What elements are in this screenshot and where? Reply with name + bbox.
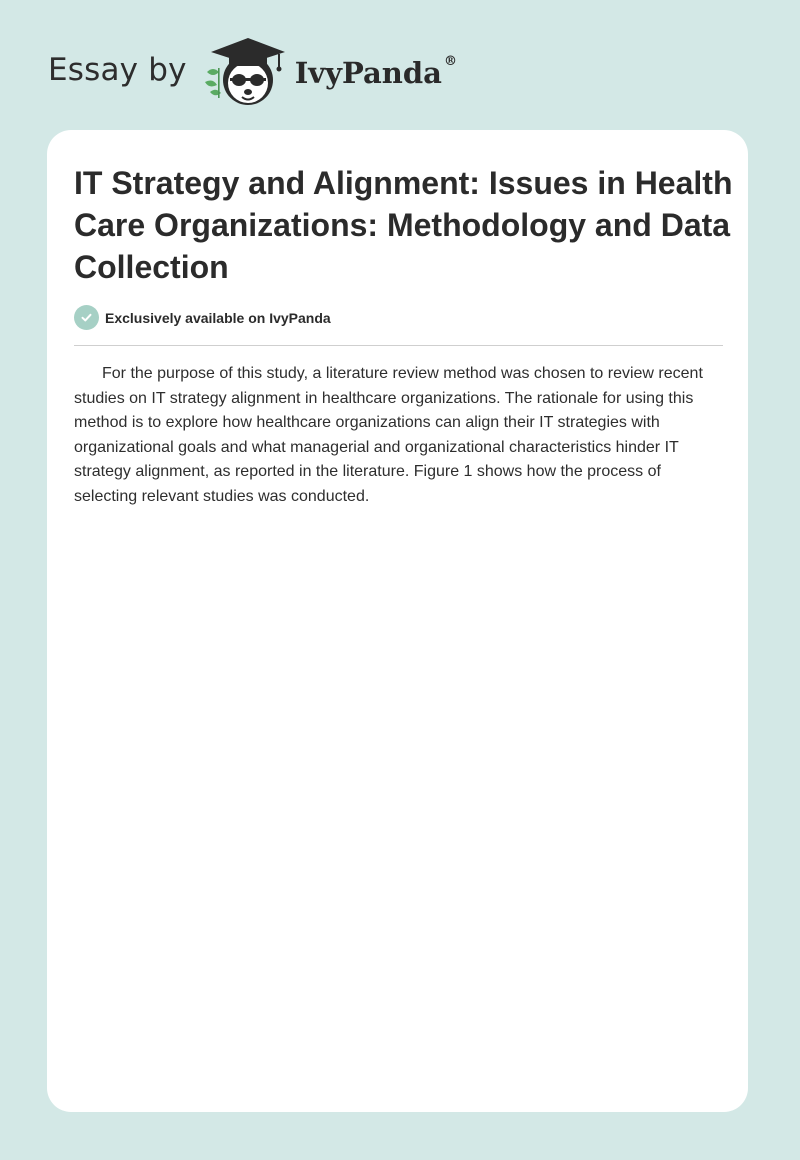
exclusive-label: Exclusively available on IvyPanda	[105, 309, 331, 326]
site-header	[48, 34, 457, 110]
essay-paragraph: For the purpose of this study, a literature review method was chosen to review recent studies on IT strategy alignment in healthcare organizations. The rationale for using this method is to explore how healthcare organizations can align their IT strategies with organizational goals and what managerial and organizational characteristics hinder IT strategy alignment, as reported in the literature. Figure 1 shows how the process of selecting relevant studies was conducted.	[74, 365, 703, 505]
logo-wordmark: IvyPanda	[294, 56, 442, 90]
panda-graduation-cap-icon	[201, 34, 291, 110]
essay-card	[47, 130, 748, 1112]
registered-mark: ®	[443, 54, 457, 69]
check-icon	[74, 305, 99, 330]
essay-by-label: Essay by	[48, 52, 187, 88]
page-title: IT Strategy and Alignment: Issues in Health Care Organizations: Methodology and Data Collection	[74, 165, 733, 285]
divider	[74, 345, 723, 346]
exclusive-badge	[74, 305, 331, 330]
ivypanda-logo-text[interactable]	[295, 56, 457, 90]
ivy-leaf-icon	[205, 68, 221, 98]
